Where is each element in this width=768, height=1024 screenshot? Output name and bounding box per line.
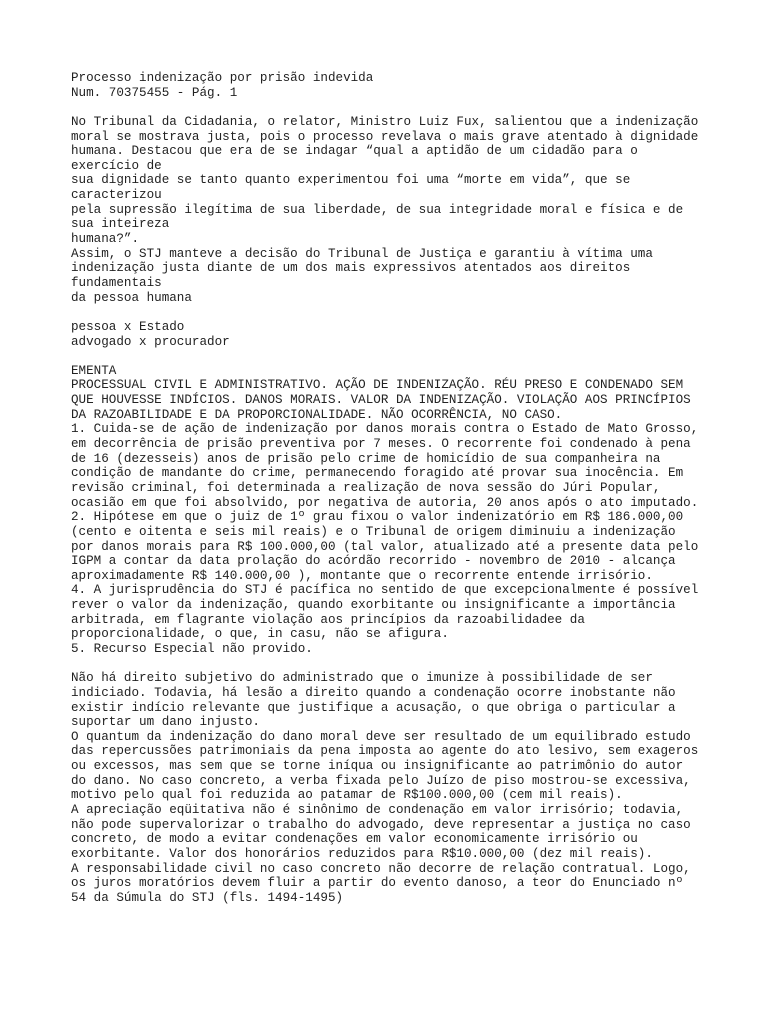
text-line: PROCESSUAL CIVIL E ADMINISTRATIVO. AÇÃO DE INDENIZAÇÃO. RÉU PRESO E CONDENADO SEM (71, 378, 684, 393)
party-line: pessoa x Estado (71, 319, 185, 334)
text-line: existir indício relevante que justifique a acusação, o que obriga o particular a (71, 700, 676, 715)
text-line: os juros moratórios devem fluir a partir do evento danoso, a teor do Enunciado nº (71, 876, 684, 891)
text-line: Não há direito subjetivo do administrado que o imunize à possibilidade de ser (71, 671, 653, 686)
text-line: do dano. No caso concreto, a verba fixada pelo Juízo de piso mostrou-se excessiva, (71, 773, 691, 788)
text-line: das repercussões patrimoniais da pena imposta ao agente do ato lesivo, sem exageros (71, 744, 699, 759)
text-line: QUE HOUVESSE INDÍCIOS. DANOS MORAIS. VALOR DA INDENIZAÇÃO. VIOLAÇÃO AOS PRINCÍPIOS (71, 393, 691, 408)
parties-list (71, 320, 751, 349)
document-number: Num. 70375455 - Pág. 1 (71, 85, 238, 100)
text-line: aproximadamente R$ 140.000,00 ), montante que o recorrente entende irrisório. (71, 568, 653, 583)
document-header (71, 71, 751, 100)
text-line: A apreciação eqüitativa não é sinônimo de condenação em valor irrisório; todavia, (71, 803, 684, 818)
text-line: 5. Recurso Especial não provido. (71, 641, 313, 656)
intro-paragraph (71, 115, 751, 305)
document-page (71, 71, 751, 906)
text-line: exorbitante. Valor dos honorários reduzidos para R$10.000,00 (dez mil reais). (71, 846, 653, 861)
text-line: indiciado. Todavia, há lesão a direito quando a condenação ocorre inobstante não (71, 685, 676, 700)
closing-section (71, 671, 751, 905)
spacer (71, 657, 751, 672)
spacer (71, 100, 751, 115)
text-line: por danos morais para R$ 100.000,00 (tal valor, atualizado até a presente data pelo (71, 539, 699, 554)
text-line: da pessoa humana (71, 290, 192, 305)
spacer (71, 305, 751, 320)
text-line: No Tribunal da Cidadania, o relator, Ministro Luiz Fux, salientou que a indenização (71, 114, 699, 129)
text-line: O quantum da indenização do dano moral deve ser resultado de um equilibrado estudo (71, 729, 691, 744)
document-title: Processo indenização por prisão indevida (71, 71, 374, 85)
text-line: sua dignidade se tanto quanto experimentou foi uma “morte em vida”, que se (71, 173, 631, 188)
text-line: 2. Hipótese em que o juiz de 1º grau fixou o valor indenizatório em R$ 186.000,00 (71, 510, 684, 525)
text-line: fundamentais (71, 275, 162, 290)
text-line: 4. A jurisprudência do STJ é pacífica no sentido de que excepcionalmente é possível (71, 583, 699, 598)
text-line: moral se mostrava justa, pois o processo revelava o mais grave atentado à dignidade (71, 129, 699, 144)
text-line: 54 da Súmula do STJ (fls. 1494-1495) (71, 890, 344, 905)
text-line: não pode supervalorizar o trabalho do advogado, deve representar a justiça no caso (71, 817, 691, 832)
party-line: advogado x procurador (71, 334, 230, 349)
text-line: arbitrada, em flagrante violação aos princípios da razoabilidadee da (71, 612, 585, 627)
text-line: concreto, de modo a evitar condenações em valor economicamente irrisório ou (71, 832, 638, 847)
text-line: A responsabilidade civil no caso concreto não decorre de relação contratual. Logo, (71, 861, 691, 876)
text-line: rever o valor da indenização, quando exorbitante ou insignificante a importância (71, 598, 676, 613)
text-line: de 16 (dezesseis) anos de prisão pelo crime de homicídio de sua companheira na (71, 451, 661, 466)
text-line: suportar um dano injusto. (71, 715, 260, 730)
ementa-section (71, 364, 751, 657)
text-line: caracterizou (71, 188, 162, 203)
text-line: motivo pelo qual foi reduzida ao patamar de R$100.000,00 (cem mil reais). (71, 788, 623, 803)
text-line: humana. Destacou que era de se indagar “qual a aptidão de um cidadão para o (71, 144, 638, 159)
text-line: exercício de (71, 158, 162, 173)
text-line: ou excessos, mas sem que se torne iníqua ou insignificante ao patrimônio do autor (71, 759, 684, 774)
text-line: (cento e oitenta e seis mil reais) e o Tribunal de origem diminuiu a indenização (71, 524, 676, 539)
text-line: proporcionalidade, o que, in casu, não se afigura. (71, 627, 449, 642)
text-line: DA RAZOABILIDADE E DA PROPORCIONALIDADE. NÃO OCORRÊNCIA, NO CASO. (71, 407, 563, 422)
text-line: indenização justa diante de um dos mais expressivos atentados aos direitos (71, 261, 631, 276)
text-line: humana?”. (71, 232, 140, 247)
text-line: revisão criminal, foi determinada a realização de nova sessão do Júri Popular, (71, 480, 661, 495)
text-line: 1. Cuida-se de ação de indenização por danos morais contra o Estado de Mato Grosso, (71, 422, 699, 437)
ementa-heading: EMENTA (71, 363, 117, 378)
text-line: condição de mandante do crime, permanecendo foragido até provar sua inocência. Em (71, 466, 684, 481)
text-line: ocasião em que foi absolvido, por negativa de autoria, 20 anos após o ato imputado. (71, 495, 699, 510)
text-line: Assim, o STJ manteve a decisão do Tribunal de Justiça e garantiu à vítima uma (71, 246, 653, 261)
text-line: IGPM a contar da data prolação do acórdão recorrido - novembro de 2010 - alcança (71, 554, 676, 569)
text-line: sua inteireza (71, 217, 170, 232)
text-line: pela supressão ilegítima de sua liberdade, de sua integridade moral e física e de (71, 202, 684, 217)
spacer (71, 349, 751, 364)
text-line: em decorrência de prisão preventiva por 7 meses. O recorrente foi condenado à pena (71, 437, 691, 452)
